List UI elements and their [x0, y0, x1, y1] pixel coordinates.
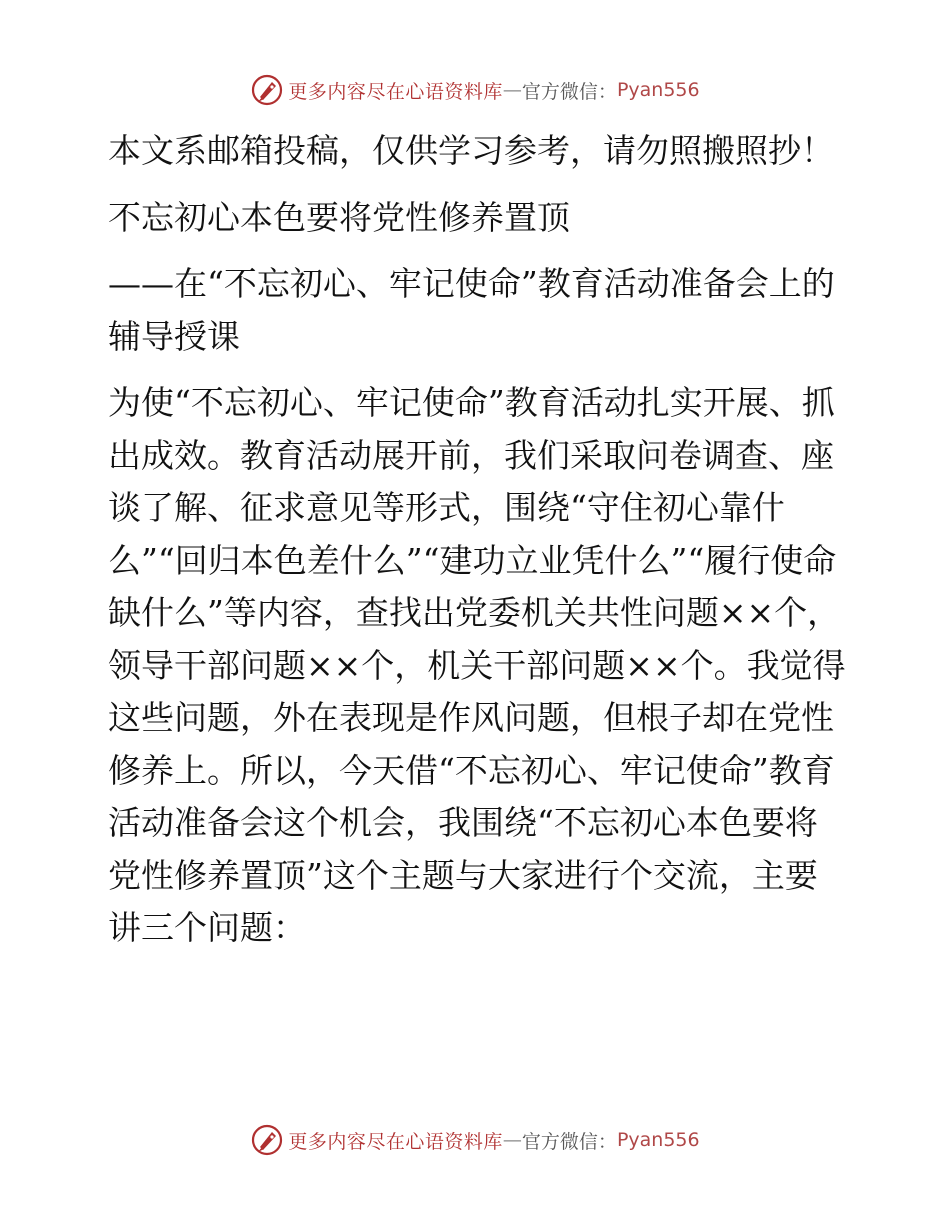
notice-text: 本文系邮箱投稿，仅供学习参考，请勿照搬照抄！ [108, 131, 834, 170]
watermark-account: Pyan556 [616, 1129, 700, 1151]
document-body [98, 125, 850, 955]
pen-nib-logo-icon [250, 1123, 284, 1157]
watermark-dash: — [502, 1129, 522, 1151]
watermark-official-label: 官方微信： [521, 1130, 617, 1153]
watermark-official-label: 官方微信： [521, 80, 617, 103]
pen-nib-logo-icon [250, 73, 284, 107]
watermark-dash: — [502, 79, 522, 101]
watermark-account: Pyan556 [616, 79, 700, 101]
footer-watermark [0, 1120, 950, 1160]
body-paragraph: 为使“不忘初心、牢记使命”教育活动扎实开展、抓出成效。教育活动展开前，我们采取问卷调查、座谈了解、征求意见等形式，围绕“守住初心靠什么”“回归本色差什么”“建功立业凭什么”“履行使命缺什么”等内容，查找出党委机关共性问题××个，领导干部问题××个，机关干部问题××个。我觉得这些问题，外在表现是作风问题，但根子却在党性修养上。所以，今天借“不忘初心、牢记使命”教育活动准备会这个机会，我围绕“不忘初心本色要将党性修养置顶”这个主题与大家进行个交流，主要讲三个问题： [108, 383, 846, 947]
document-title: 不忘初心本色要将党性修养置顶 [108, 197, 570, 237]
watermark-site-text: 更多内容尽在心语资料库 [288, 1130, 503, 1153]
document-subtitle: ——在“不忘初心、牢记使命”教育活动准备会上的辅导授课 [108, 264, 835, 356]
header-watermark [0, 70, 950, 110]
watermark-site-text: 更多内容尽在心语资料库 [288, 80, 503, 103]
